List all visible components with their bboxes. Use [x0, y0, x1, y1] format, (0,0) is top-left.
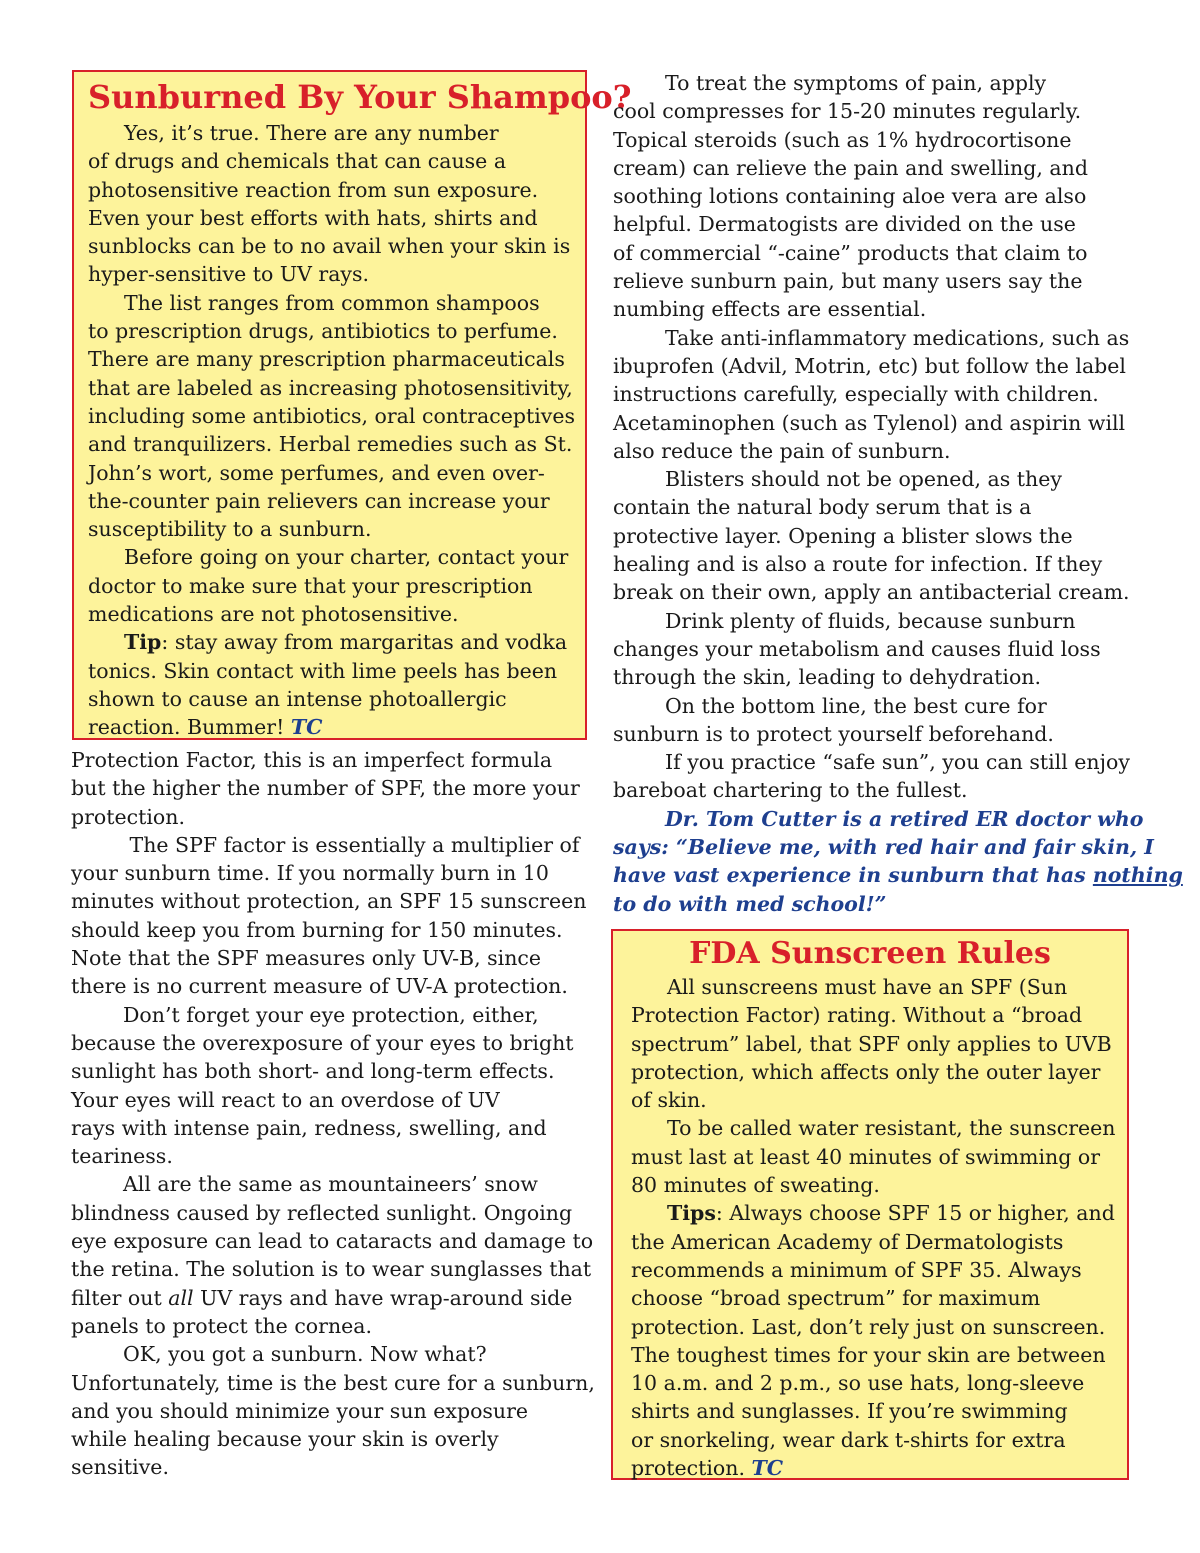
- filter-emphasis: all: [168, 1285, 194, 1310]
- body-line: Acetaminophen (such as Tylenol) and aspirin will: [613, 410, 1126, 435]
- tips-last-text: protection.: [631, 1456, 745, 1481]
- body-line: of commercial “-caine” products that claim to: [613, 240, 1088, 265]
- shampoo-line: and tranquilizers. Herbal remedies such as St.: [88, 432, 573, 457]
- author-bio-line: to do with med school!”: [613, 891, 887, 916]
- shampoo-line: tonics. Skin contact with lime peels has been: [88, 658, 558, 683]
- fda-line: To be called water resistant, the sunscreen: [667, 1116, 1116, 1141]
- shampoo-line: There are many prescription pharmaceuticals: [88, 347, 565, 372]
- body-line: cream) can relieve the pain and swelling, and: [613, 155, 1088, 180]
- body-line: Your eyes will react to an overdose of UV: [71, 1087, 500, 1112]
- author-bio-line: Dr. Tom Cutter is a retired ER doctor who: [665, 806, 1144, 831]
- body-line: Take anti-inflammatory medications, such as: [665, 325, 1130, 350]
- body-line: cool compresses for 15-20 minutes regularly.: [613, 99, 1082, 124]
- author-signature: TC: [290, 715, 323, 740]
- body-line: sunburn is to protect yourself beforehand.: [613, 721, 1054, 746]
- body-line: protection.: [71, 804, 185, 829]
- author-bio-line: [613, 861, 1183, 889]
- fda-line: or snorkeling, wear dark t-shirts for extra: [631, 1427, 1066, 1452]
- body-line: Topical steroids (such as 1% hydrocortisone: [613, 127, 1072, 152]
- shampoo-line: The list ranges from common shampoos: [124, 290, 540, 315]
- shampoo-line: shown to cause an intense photoallergic: [88, 686, 507, 711]
- filter-post: UV rays and have wrap-around side: [193, 1285, 573, 1310]
- fda-line: protection. Last, don’t rely just on sunscreen.: [631, 1314, 1106, 1339]
- fda-line: protection, which affects only the outer layer: [631, 1059, 1101, 1084]
- shampoo-tip-line: [88, 628, 585, 656]
- fda-line: shirts and sunglasses. If you’re swimming: [631, 1399, 1068, 1424]
- body-line: also reduce the pain of sunburn.: [613, 438, 951, 463]
- fda-line: spectrum” label, that SPF only applies to UVB: [631, 1031, 1112, 1056]
- fda-line: 10 a.m. and 2 p.m., so use hats, long-sleeve: [631, 1371, 1085, 1396]
- body-line: To treat the symptoms of pain, apply: [665, 71, 1047, 95]
- fda-tips-line: [631, 1199, 1127, 1227]
- shampoo-line: hyper-sensitive to UV rays.: [88, 262, 370, 287]
- fda-line: must last at least 40 minutes of swimming or: [631, 1144, 1101, 1169]
- author-bio-line: says: “Believe me, with red hair and fair skin, I: [613, 835, 1154, 860]
- body-line: while healing because your skin is overly: [71, 1427, 499, 1452]
- shampoo-line: to prescription drugs, antibiotics to perfume.: [88, 319, 558, 344]
- shampoo-line: photosensitive reaction from sun exposure.: [88, 177, 539, 202]
- body-line: relieve sunburn pain, but many users say the: [613, 269, 1083, 294]
- body-line: contain the natural body serum that is a: [613, 495, 1032, 520]
- fda-rules-box: [611, 929, 1129, 1480]
- body-line: All are the same as mountaineers’ snow: [123, 1172, 538, 1197]
- body-line: bareboat chartering to the fullest.: [613, 778, 968, 803]
- body-line: numbing effects are essential.: [613, 297, 927, 322]
- tips-text: : Always choose SPF 15 or higher, and: [715, 1201, 1115, 1226]
- fda-last-line: [631, 1454, 1127, 1482]
- body-line: sensitive.: [71, 1455, 169, 1480]
- body-line: minutes without protection, an SPF 15 sunscreen: [71, 889, 587, 914]
- shampoo-box-title: Sunburned By Your Shampoo?: [88, 78, 632, 116]
- shampoo-line: Even your best efforts with hats, shirts and: [88, 205, 538, 230]
- bio-underline: nothing: [1092, 863, 1183, 888]
- body-line: Unfortunately, time is the best cure for a sunburn,: [71, 1370, 595, 1395]
- body-line: healing and is also a route for infection. If they: [613, 552, 1103, 577]
- fda-line: recommends a minimum of SPF 35. Always: [631, 1257, 1082, 1282]
- shampoo-line: medications are not photosensitive.: [88, 602, 459, 627]
- body-line: protective layer. Opening a blister slows the: [613, 523, 1073, 548]
- shampoo-sidebar-box: [72, 70, 632, 740]
- tip-text: : stay away from margaritas and vodka: [161, 630, 568, 655]
- left-column: [71, 746, 595, 1482]
- shampoo-line: susceptibility to a sunburn.: [88, 517, 372, 542]
- shampoo-line: doctor to make sure that your prescription: [88, 573, 533, 598]
- body-line: and you should minimize your sun exposure: [71, 1398, 529, 1423]
- shampoo-line: the-counter pain relievers can increase your: [88, 488, 550, 513]
- body-line: blindness caused by reflected sunlight. Ongoing: [71, 1200, 573, 1225]
- body-line: break on their own, apply an antibacterial cream.: [613, 580, 1130, 605]
- shampoo-line: Before going on your charter, contact your: [124, 545, 569, 570]
- fda-line: the American Academy of Dermatologists: [631, 1229, 1064, 1254]
- shampoo-line: John’s wort, some perfumes, and even over-: [88, 460, 545, 485]
- right-column: [613, 69, 1183, 918]
- body-line: changes your metabolism and causes fluid loss: [613, 636, 1101, 661]
- fda-line: The toughest times for your skin are between: [631, 1342, 1106, 1367]
- fda-line: choose “broad spectrum” for maximum: [631, 1286, 1041, 1311]
- shampoo-last-line: [88, 713, 585, 741]
- body-line: your sunburn time. If you normally burn in 10: [71, 861, 549, 886]
- shampoo-line: sunblocks can be to no avail when your skin is: [88, 234, 571, 259]
- body-line: through the skin, leading to dehydration.: [613, 665, 1042, 690]
- body-line: eye exposure can lead to cataracts and damage to: [71, 1229, 594, 1254]
- body-line: because the overexposure of your eyes to bright: [71, 1030, 574, 1055]
- author-signature: TC: [751, 1456, 784, 1481]
- body-line: ibuprofen (Advil, Motrin, etc) but follow the label: [613, 353, 1126, 378]
- tips-label: Tips: [667, 1201, 716, 1226]
- body-line: On the bottom line, the best cure for: [665, 693, 1047, 718]
- body-line: panels to protect the cornea.: [71, 1313, 373, 1338]
- body-line: the retina. The solution is to wear sunglasses that: [71, 1257, 592, 1282]
- fda-line: All sunscreens must have an SPF (Sun: [667, 975, 1068, 999]
- shampoo-line: Yes, it’s true. There are any number: [124, 121, 499, 145]
- body-line: If you practice “safe sun”, you can still enjoy: [665, 750, 1130, 775]
- body-line: OK, you got a sunburn. Now what?: [123, 1342, 487, 1367]
- body-line: soothing lotions containing aloe vera are also: [613, 184, 1087, 209]
- body-line: Don’t forget your eye protection, either,: [123, 1002, 539, 1027]
- tip-label: Tip: [124, 630, 162, 655]
- shampoo-line: of drugs and chemicals that can cause a: [88, 149, 507, 174]
- filter-pre: filter out: [71, 1285, 169, 1310]
- body-line: Drink plenty of fluids, because sunburn: [665, 608, 1076, 633]
- body-line: Protection Factor, this is an imperfect formula: [71, 748, 553, 772]
- body-line: sunlight has both short- and long-term effects.: [71, 1059, 555, 1084]
- tip-last-text: reaction. Bummer!: [88, 715, 285, 740]
- body-line: teariness.: [71, 1144, 173, 1169]
- body-line: The SPF factor is essentially a multiplier of: [123, 832, 580, 857]
- body-line: Blisters should not be opened, as they: [665, 467, 1062, 492]
- bio-pre: have vast experience in sunburn that has: [613, 863, 1093, 888]
- body-line: there is no current measure of UV-A protection.: [71, 974, 568, 999]
- body-line: [71, 1284, 591, 1312]
- fda-line: Protection Factor) rating. Without a “broad: [631, 1003, 1083, 1028]
- body-line: rays with intense pain, redness, swelling, and: [71, 1115, 547, 1140]
- body-line: but the higher the number of SPF, the more your: [71, 776, 580, 801]
- fda-line: 80 minutes of sweating.: [631, 1173, 880, 1198]
- shampoo-line: that are labeled as increasing photosensitivity,: [88, 375, 573, 400]
- shampoo-line: including some antibiotics, oral contraceptives: [88, 403, 576, 428]
- body-line: helpful. Dermatogists are divided on the use: [613, 212, 1076, 237]
- body-line: instructions carefully, especially with children.: [613, 382, 1099, 407]
- fda-box-title: FDA Sunscreen Rules: [689, 936, 1051, 971]
- body-line: Note that the SPF measures only UV-B, since: [71, 946, 542, 971]
- body-line: should keep you from burning for 150 minutes.: [71, 917, 563, 942]
- fda-line: of skin.: [631, 1088, 707, 1113]
